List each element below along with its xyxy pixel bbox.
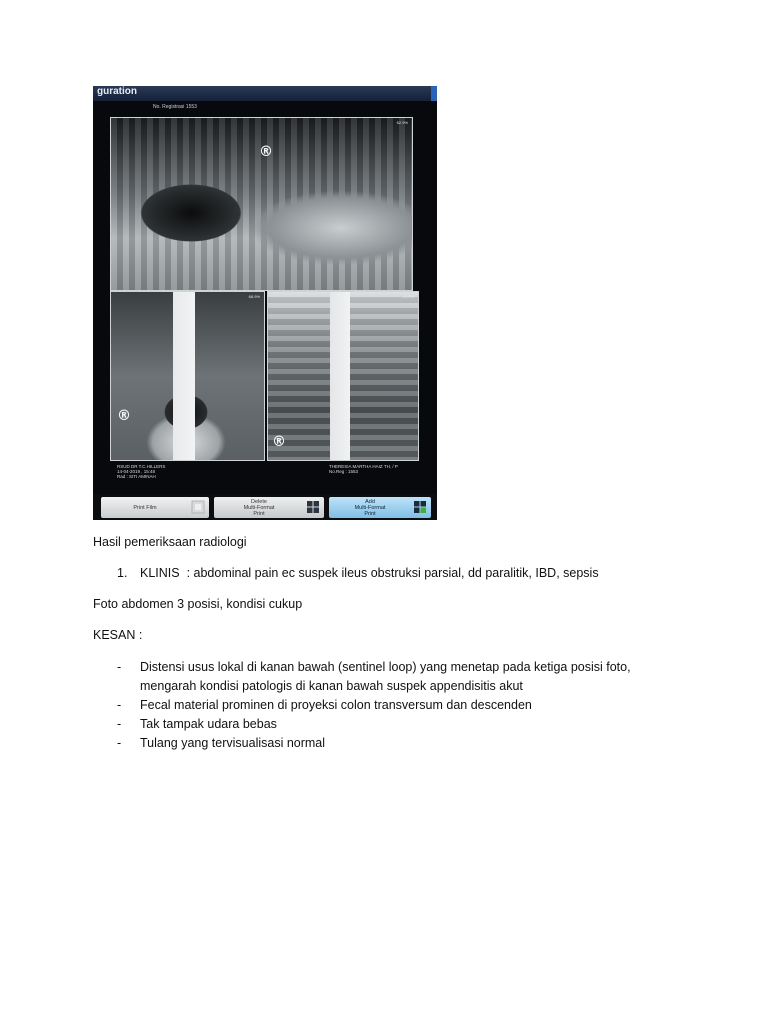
- xray-film-supine: [110, 291, 265, 461]
- delete-multiformat-label: Delete Multi-Format Print: [243, 498, 275, 517]
- kesan-item-text: Distensi usus lokal di kanan bawah (sentinel loop) yang menetap pada ketiga posisi foto,: [140, 660, 631, 674]
- klinis-label: KLINIS: [140, 566, 180, 580]
- klinis-number: 1.: [117, 566, 128, 580]
- xray-film-erect: [267, 291, 419, 461]
- add-grid-icon: [413, 500, 427, 514]
- delete-multiformat-button[interactable]: [214, 497, 324, 518]
- list-item: [117, 715, 677, 734]
- grid-layout-icon: [306, 500, 320, 514]
- registered-marker-icon: ®: [117, 408, 131, 424]
- kesan-label: KESAN :: [93, 628, 143, 642]
- registered-marker-icon: ®: [259, 144, 273, 160]
- bullet-dash: -: [117, 660, 122, 674]
- registered-marker-icon: ®: [272, 434, 286, 450]
- monitor-title-bar: [93, 86, 437, 101]
- kesan-item-text: mengarah kondisi patologis di kanan bawah suspek appendisitis akut: [140, 679, 523, 693]
- film-zoom-label: 68.9%: [248, 294, 260, 299]
- kesan-list: [117, 658, 677, 753]
- list-item: [117, 696, 677, 715]
- add-multiformat-button[interactable]: [329, 497, 431, 518]
- bullet-dash: -: [117, 717, 122, 731]
- registration-number: No. Registrasi 1553: [153, 104, 197, 110]
- list-item: [117, 658, 677, 696]
- monitor-title: guration: [97, 86, 137, 97]
- film-zoom-label: 62.9%: [396, 120, 408, 125]
- film-zoom-label: 45.6%: [402, 294, 414, 299]
- patient-caption: THERESIA MARTHA HAIZ TH, / P No.Reg : 1553: [329, 464, 398, 474]
- foto-line: Foto abdomen 3 posisi, kondisi cukup: [93, 597, 303, 611]
- xray-film-lateral: [110, 117, 413, 291]
- monitor-button-bar: [93, 494, 437, 520]
- report-heading: Hasil pemeriksaan radiologi: [93, 535, 247, 549]
- bullet-dash: -: [117, 698, 122, 712]
- kesan-item-text: Tak tampak udara bebas: [140, 717, 277, 731]
- print-film-label: Print Film: [133, 504, 157, 511]
- klinis-line: [140, 565, 599, 581]
- list-item: [117, 734, 677, 753]
- print-film-icon: [191, 500, 205, 514]
- xray-monitor-photo: [93, 86, 437, 520]
- bullet-dash: -: [117, 736, 122, 750]
- print-film-button[interactable]: [101, 497, 209, 518]
- kesan-item-text: Fecal material prominen di proyeksi colon transversum dan descenden: [140, 698, 532, 712]
- hospital-caption: RSUD DR T.C.HILLERS 14-04-2019 , 15:48 Rad : SITI AMINAH: [117, 464, 166, 479]
- kesan-item-text: Tulang yang tervisualisasi normal: [140, 736, 326, 750]
- klinis-text: : abdominal pain ec suspek ileus obstruksi parsial, dd paralitik, IBD, sepsis: [186, 566, 599, 580]
- add-multiformat-label: Add Multi-Format Print: [354, 498, 386, 517]
